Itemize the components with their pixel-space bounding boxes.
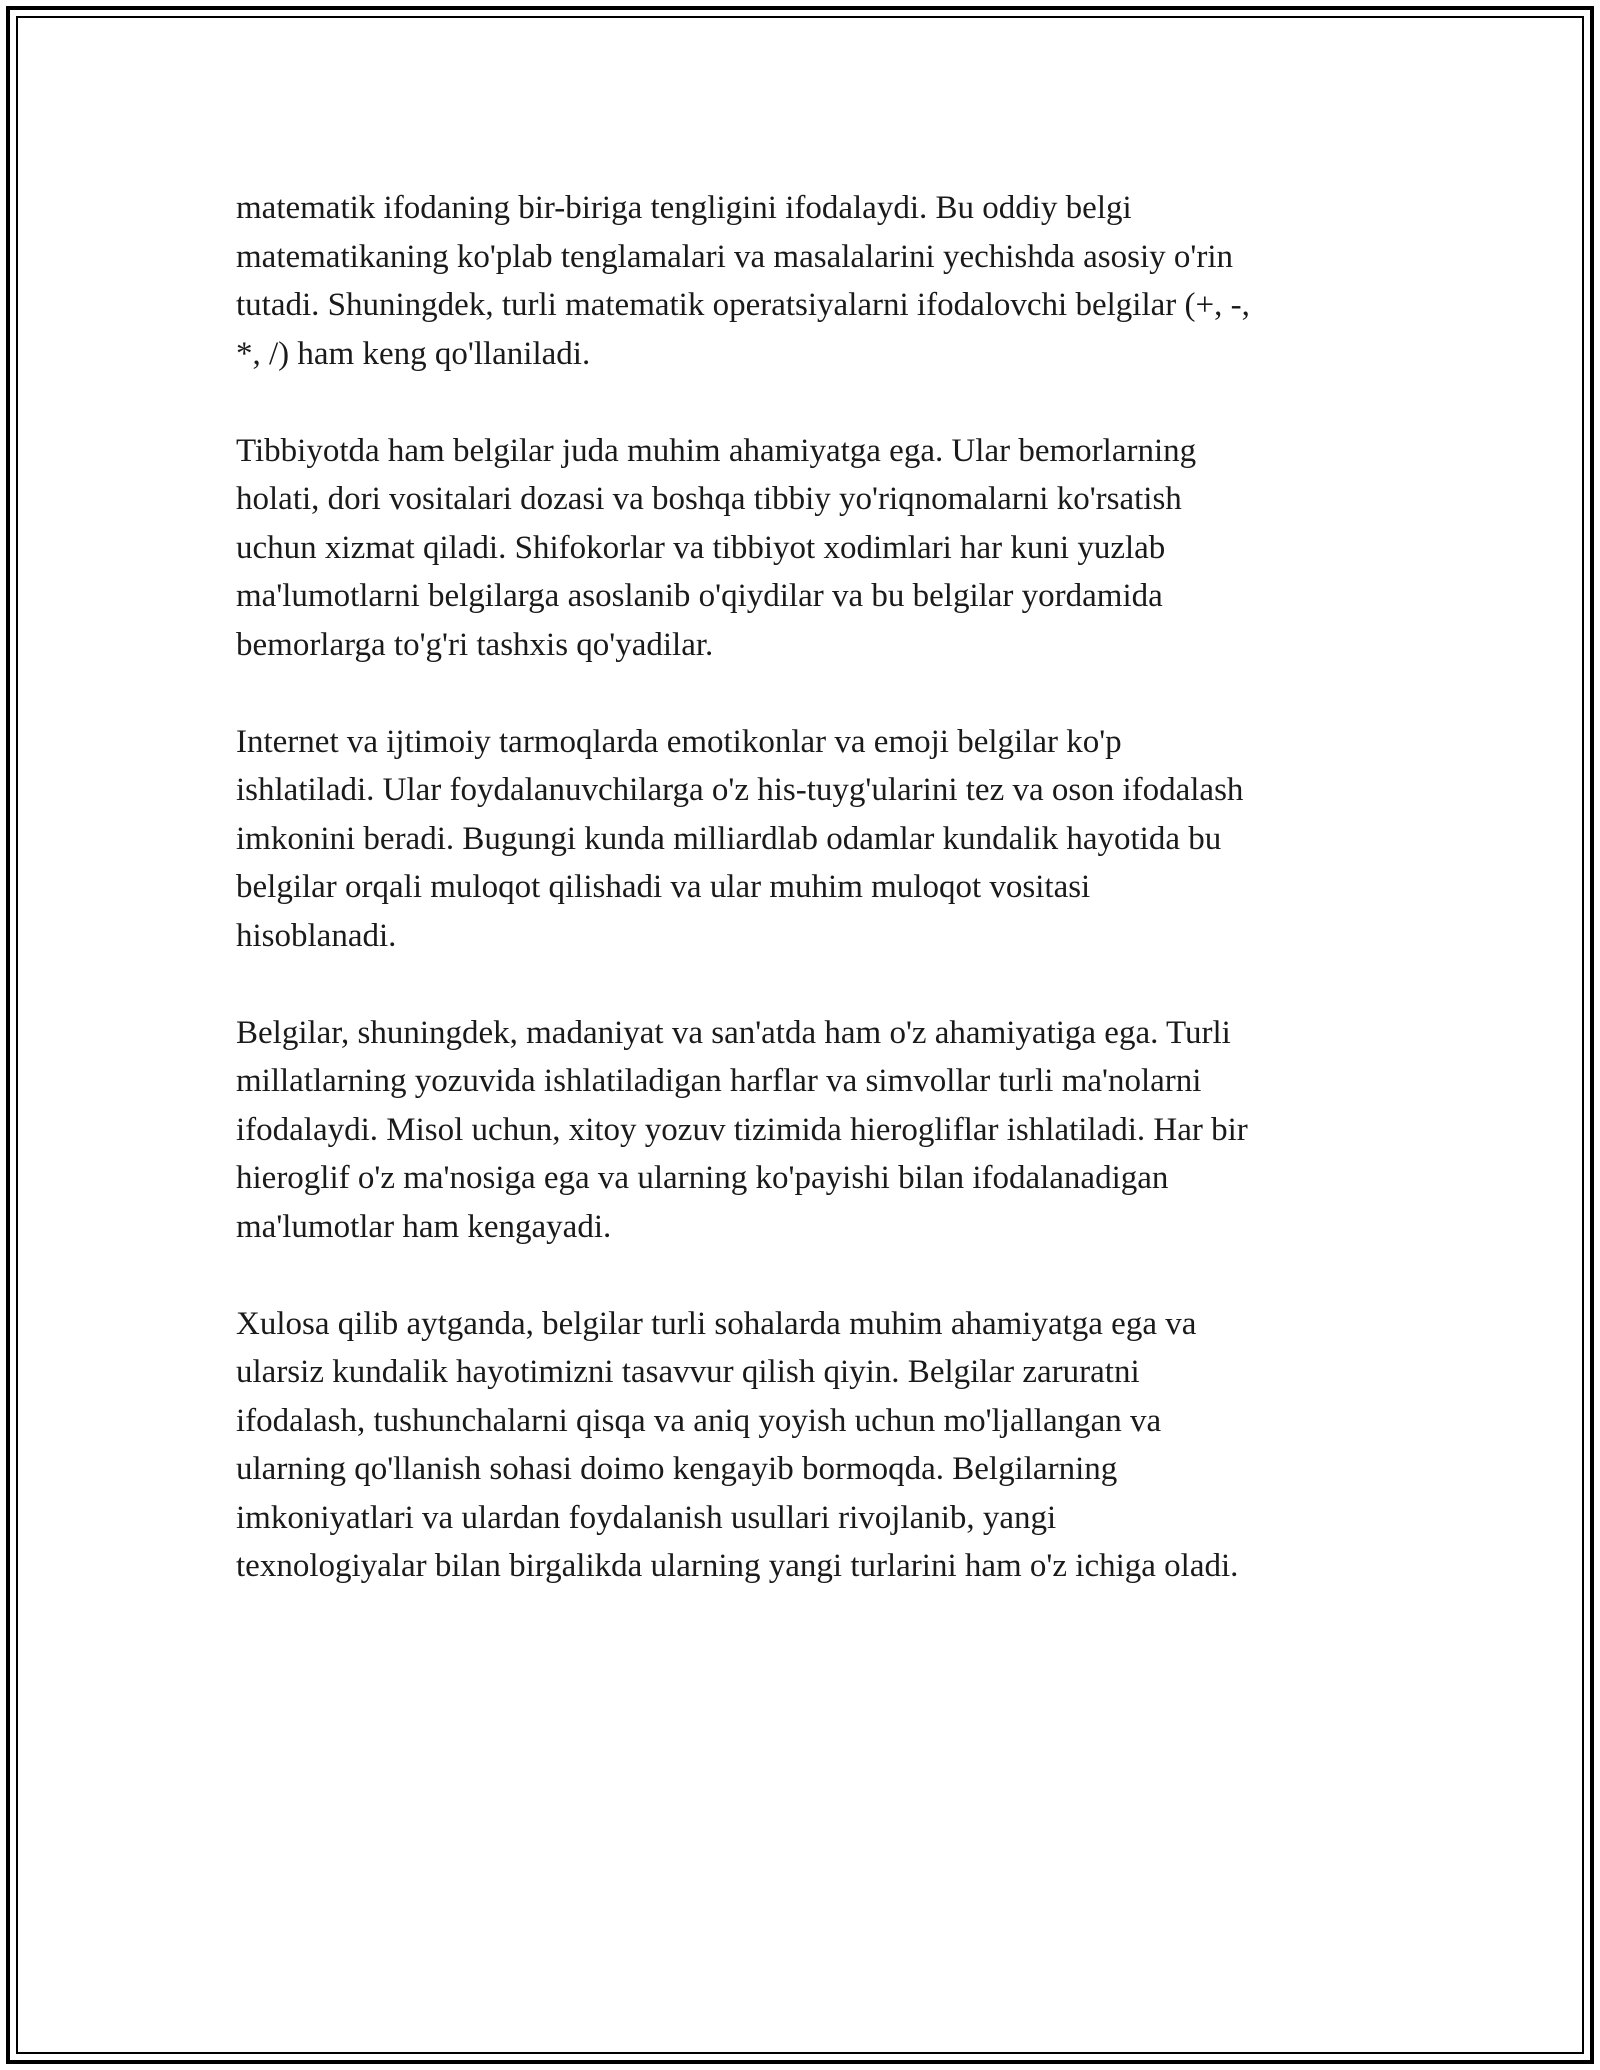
text-line: ishlatiladi. Ular foydalanuvchilarga o'z his-tuyg'ularini tez va oson ifodalash: [236, 772, 1244, 808]
text-line: imkoniyatlari va ulardan foydalanish usullari rivojlanib, yangi: [236, 1499, 1057, 1536]
text-line: tutadi. Shuningdek, turli matematik operatsiyalarni ifodalovchi belgilar (+, -,: [236, 287, 1250, 323]
text-line: ma'lumotlar ham kengayadi.: [236, 1208, 612, 1245]
text-line: texnologiyalar bilan birgalikda ularning yangi turlarini ham o'z ichiga oladi.: [236, 1548, 1239, 1584]
paragraph: [236, 184, 1376, 378]
text-line: Internet va ijtimoiy tarmoqlarda emotikonlar va emoji belgilar ko'p: [236, 723, 1122, 760]
text-line: bemorlarga to'g'ri tashxis qo'yadilar.: [236, 626, 714, 663]
text-line: belgilar orqali muloqot qilishadi va ular muhim muloqot vositasi: [236, 869, 1091, 905]
text-line: *, /) ham keng qo'llaniladi.: [236, 335, 591, 372]
text-line: Belgilar, shuningdek, madaniyat va san'atda ham o'z ahamiyatiga ega. Turli: [236, 1014, 1231, 1051]
document-body: [236, 184, 1376, 1639]
text-line: ifodalaydi. Misol uchun, xitoy yozuv tizimida hierogliflar ishlatiladi. Har bir: [236, 1111, 1248, 1148]
paragraph: [236, 1300, 1376, 1591]
text-line: Tibbiyotda ham belgilar juda muhim ahamiyatga ega. Ular bemorlarning: [236, 432, 1197, 469]
paragraph: [236, 427, 1376, 670]
text-line: uchun xizmat qiladi. Shifokorlar va tibbiyot xodimlari har kuni yuzlab: [236, 529, 1166, 566]
text-line: Xulosa qilib aytganda, belgilar turli sohalarda muhim ahamiyatga ega va: [236, 1305, 1197, 1342]
text-line: hisoblanadi.: [236, 917, 397, 954]
text-line: ularning qo'llanish sohasi doimo kengayib bormoqda. Belgilarning: [236, 1451, 1118, 1487]
text-line: matematikaning ko'plab tenglamalari va masalalarini yechishda asosiy o'rin: [236, 238, 1233, 275]
text-line: millatlarning yozuvida ishlatiladigan harflar va simvollar turli ma'nolarni: [236, 1063, 1202, 1099]
text-line: hieroglif o'z ma'nosiga ega va ularning ko'payishi bilan ifodalanadigan: [236, 1160, 1169, 1196]
paragraph: [236, 1009, 1376, 1252]
text-line: ifodalash, tushunchalarni qisqa va aniq yoyish uchun mo'ljallangan va: [236, 1402, 1162, 1439]
text-line: ularsiz kundalik hayotimizni tasavvur qilish qiyin. Belgilar zaruratni: [236, 1354, 1140, 1390]
text-line: holati, dori vositalari dozasi va boshqa tibbiy yo'riqnomalarni ko'rsatish: [236, 481, 1182, 517]
paragraph: [236, 718, 1376, 961]
text-line: imkonini beradi. Bugungi kunda milliardlab odamlar kundalik hayotida bu: [236, 820, 1222, 857]
text-line: ma'lumotlarni belgilarga asoslanib o'qiydilar va bu belgilar yordamida: [236, 578, 1163, 614]
text-line: matematik ifodaning bir-biriga tengligini ifodalaydi. Bu oddiy belgi: [236, 190, 1132, 226]
